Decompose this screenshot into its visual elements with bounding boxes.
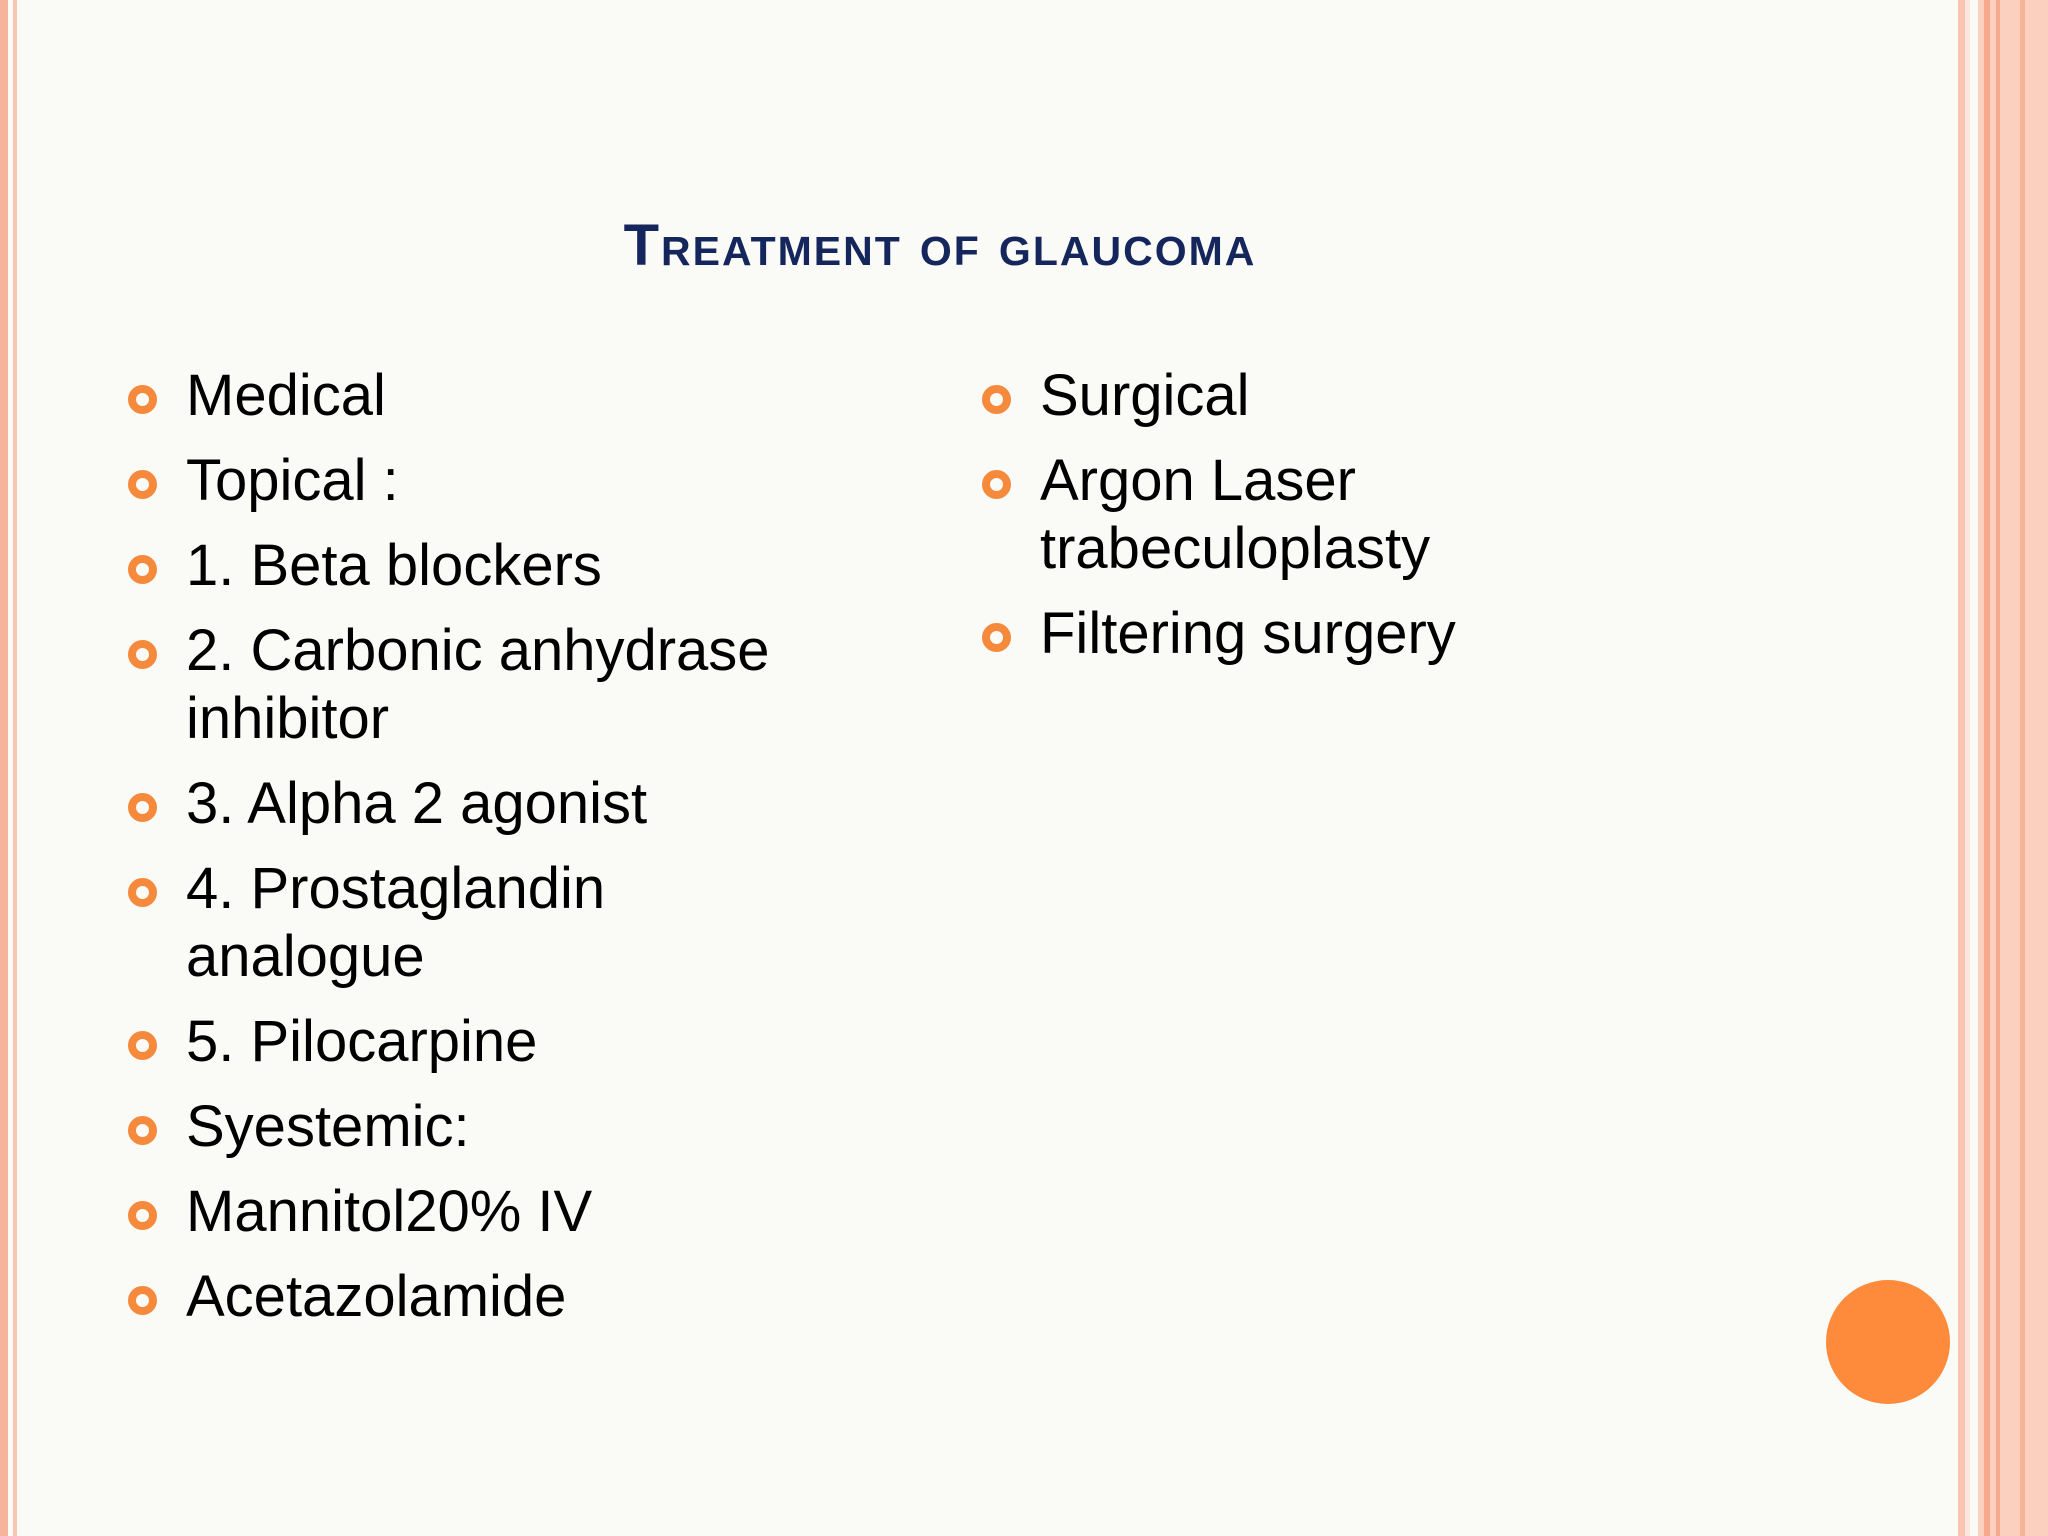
list-item-text: 5. Pilocarpine [186, 1009, 538, 1074]
ring-bullet-icon [128, 1286, 157, 1315]
orange-circle-icon [1826, 1280, 1950, 1404]
list-item-text: 3. Alpha 2 agonist [186, 771, 648, 836]
list-item [126, 855, 906, 991]
ring-bullet-icon [128, 385, 157, 414]
right-border-line [1958, 0, 1965, 1536]
list-item [126, 532, 906, 600]
list-item-text: Acetazolamide [186, 1264, 567, 1329]
right-border-line-3 [1996, 0, 2000, 1536]
list-item-text: Surgical [1040, 363, 1250, 428]
ring-bullet-icon [128, 555, 157, 584]
list-item [980, 362, 1800, 430]
right-border-line-4 [2020, 0, 2025, 1536]
list-item-text: 4. Prostaglandin analogue [186, 856, 606, 989]
ring-bullet-icon [128, 1201, 157, 1230]
medical-treatment-list [126, 362, 906, 1348]
list-item [980, 600, 1800, 668]
list-item [126, 362, 906, 430]
ring-bullet-icon [982, 623, 1011, 652]
right-border-gap [1965, 0, 1970, 1536]
ring-bullet-icon [128, 1031, 157, 1060]
list-item [980, 447, 1800, 583]
surgical-treatment-list [980, 362, 1800, 685]
list-item [126, 770, 906, 838]
ring-bullet-icon [128, 1116, 157, 1145]
list-item-text: Medical [186, 363, 386, 428]
list-item [126, 1263, 906, 1331]
list-item [126, 1008, 906, 1076]
ring-bullet-icon [128, 878, 157, 907]
list-item-text: Argon Laser trabeculoplasty [1040, 448, 1431, 581]
ring-bullet-icon [982, 470, 1011, 499]
list-item-text: 2. Carbonic anhydrase inhibitor [186, 618, 770, 751]
ring-bullet-icon [128, 640, 157, 669]
ring-bullet-icon [128, 470, 157, 499]
list-item [126, 447, 906, 515]
right-border-line-2 [1984, 0, 1990, 1536]
list-item-text: 1. Beta blockers [186, 533, 602, 598]
list-item [126, 617, 906, 753]
list-item [126, 1093, 906, 1161]
list-item-text: Topical : [186, 448, 399, 513]
ring-bullet-icon [128, 793, 157, 822]
slide-title: Treatment of glaucoma [623, 213, 1257, 278]
list-item-text: Syestemic: [186, 1094, 470, 1159]
list-item-text: Filtering surgery [1040, 601, 1456, 666]
list-item-text: Mannitol20% IV [186, 1179, 593, 1244]
ring-bullet-icon [982, 385, 1011, 414]
list-item [126, 1178, 906, 1246]
